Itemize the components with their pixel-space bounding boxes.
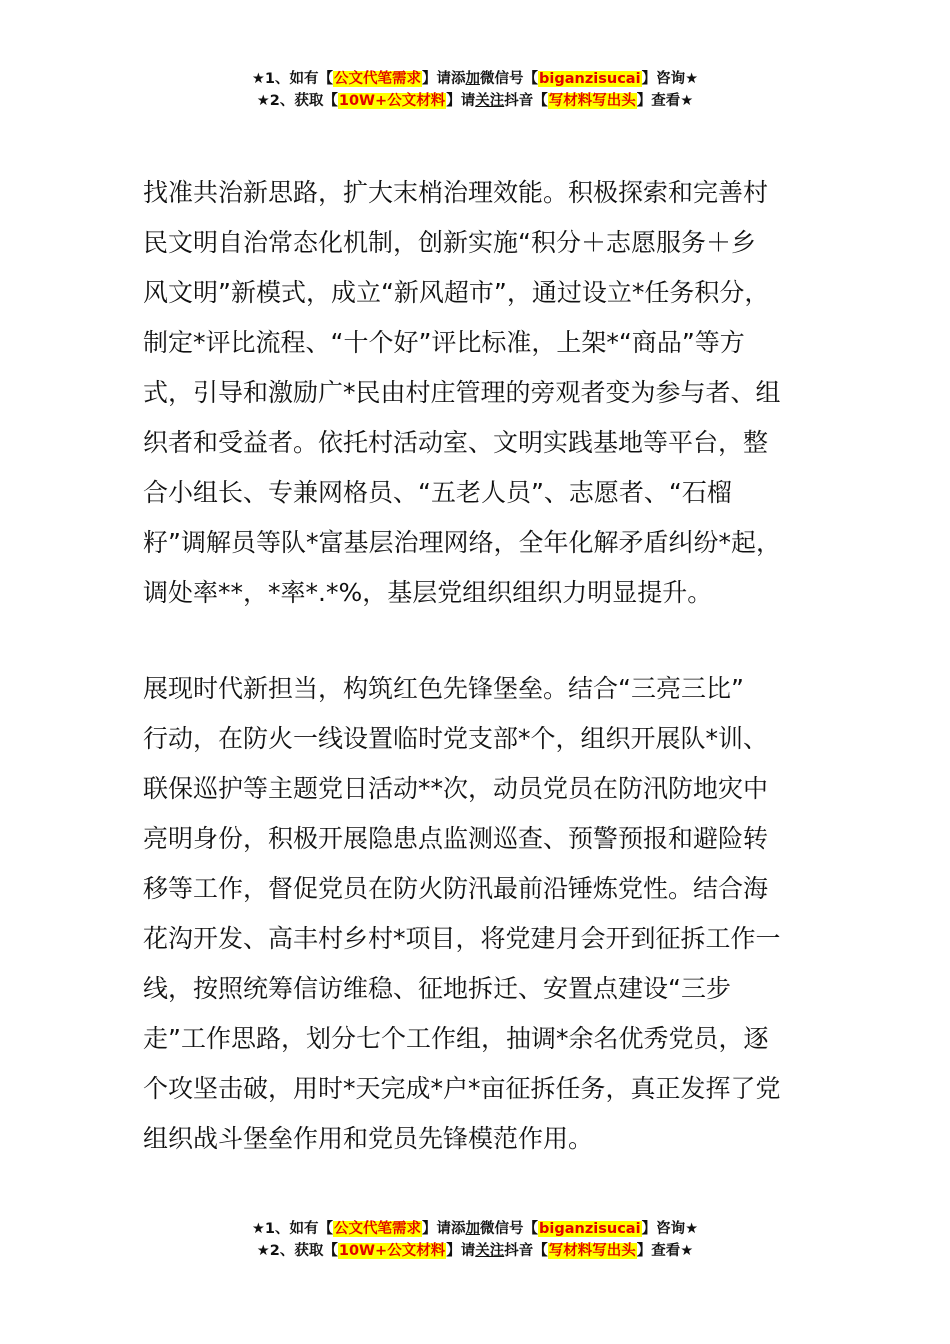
- highlight-materials-text: 10W+公文材料: [338, 1243, 446, 1259]
- footer-banner: [0, 1218, 950, 1262]
- paragraph-line: 找准共治新思路，扩大末梢治理效能。积极探索和完善村: [143, 178, 769, 207]
- header-banner-line-1: ★1、如有【公文代笔需求】请添加微信号【biganzisucai】咨询★: [251, 71, 699, 87]
- highlight-service-text: 公文代笔需求: [334, 71, 422, 87]
- paragraph-line: 组织战斗堡垒作用和党员先锋模范作用。: [143, 1124, 594, 1153]
- paragraph-line: 行动，在防火一线设置临时党支部*个，组织开展队*训、: [143, 724, 769, 753]
- paragraph-line: 花沟开发、高丰村乡村*项目，将党建月会开到征拆工作一: [143, 924, 781, 953]
- highlight-douyin-account: 写材料写出头: [548, 93, 636, 109]
- paragraph-line: 民文明自治常态化机制，创新实施“积分＋志愿服务＋乡: [143, 228, 756, 257]
- highlight-materials-text: 10W+公文材料: [338, 93, 446, 109]
- paragraph-line: 移等工作，督促党员在防火防汛最前沿锤炼党性。结合海: [143, 874, 769, 903]
- paragraph-line: 调处率**，*率*.*%，基层党组织组织力明显提升。: [143, 578, 713, 607]
- header-banner-line-2: ★2、获取【10W+公文材料】请关注抖音【写材料写出头】查看★: [256, 93, 694, 109]
- paragraph-line: 亮明身份，积极开展隐患点监测巡查、预警预报和避险转: [143, 824, 769, 853]
- paragraph-line: 个攻坚击破，用时*天完成*户*亩征拆任务，真正发挥了党: [143, 1074, 781, 1103]
- highlight-service-text: 公文代笔需求: [334, 1221, 422, 1237]
- paragraph-vanguard: [143, 664, 843, 1164]
- paragraph-line: 走”工作思路，划分七个工作组，抽调*余名优秀党员，逐: [143, 1024, 769, 1053]
- paragraph-line: 制定*评比流程、“十个好”评比标准，上架*“商品”等方: [143, 328, 745, 357]
- footer-banner-line-2: ★2、获取【10W+公文材料】请关注抖音【写材料写出头】查看★: [256, 1243, 694, 1259]
- paragraph-governance: [143, 168, 843, 618]
- paragraph-line: 式，引导和激励广*民由村庄管理的旁观者变为参与者、组: [143, 378, 781, 407]
- paragraph-line: 展现时代新担当，构筑红色先锋堡垒。结合“三亮三比”: [143, 674, 744, 703]
- paragraph-line: 联保巡护等主题党日活动**次，动员党员在防汛防地灾中: [143, 774, 769, 803]
- header-banner: [0, 68, 950, 112]
- paragraph-line: 织者和受益者。依托村活动室、文明实践基地等平台，整: [143, 428, 769, 457]
- highlight-douyin-account: 写材料写出头: [548, 1243, 636, 1259]
- highlight-wechat-id: biganzisucai: [539, 71, 641, 87]
- highlight-wechat-id: biganzisucai: [539, 1221, 641, 1237]
- paragraph-line: 风文明”新模式，成立“新风超市”，通过设立*任务积分，: [143, 278, 770, 307]
- footer-banner-line-1: ★1、如有【公文代笔需求】请添加微信号【biganzisucai】咨询★: [251, 1221, 699, 1237]
- paragraph-line: 合小组长、专兼网格员、“五老人员”、志愿者、“石榴: [143, 478, 732, 507]
- paragraph-line: 线，按照统筹信访维稳、征地拆迁、安置点建设“三步: [143, 974, 731, 1003]
- paragraph-line: 籽”调解员等队*富基层治理网络，全年化解矛盾纠纷*起，: [143, 528, 781, 557]
